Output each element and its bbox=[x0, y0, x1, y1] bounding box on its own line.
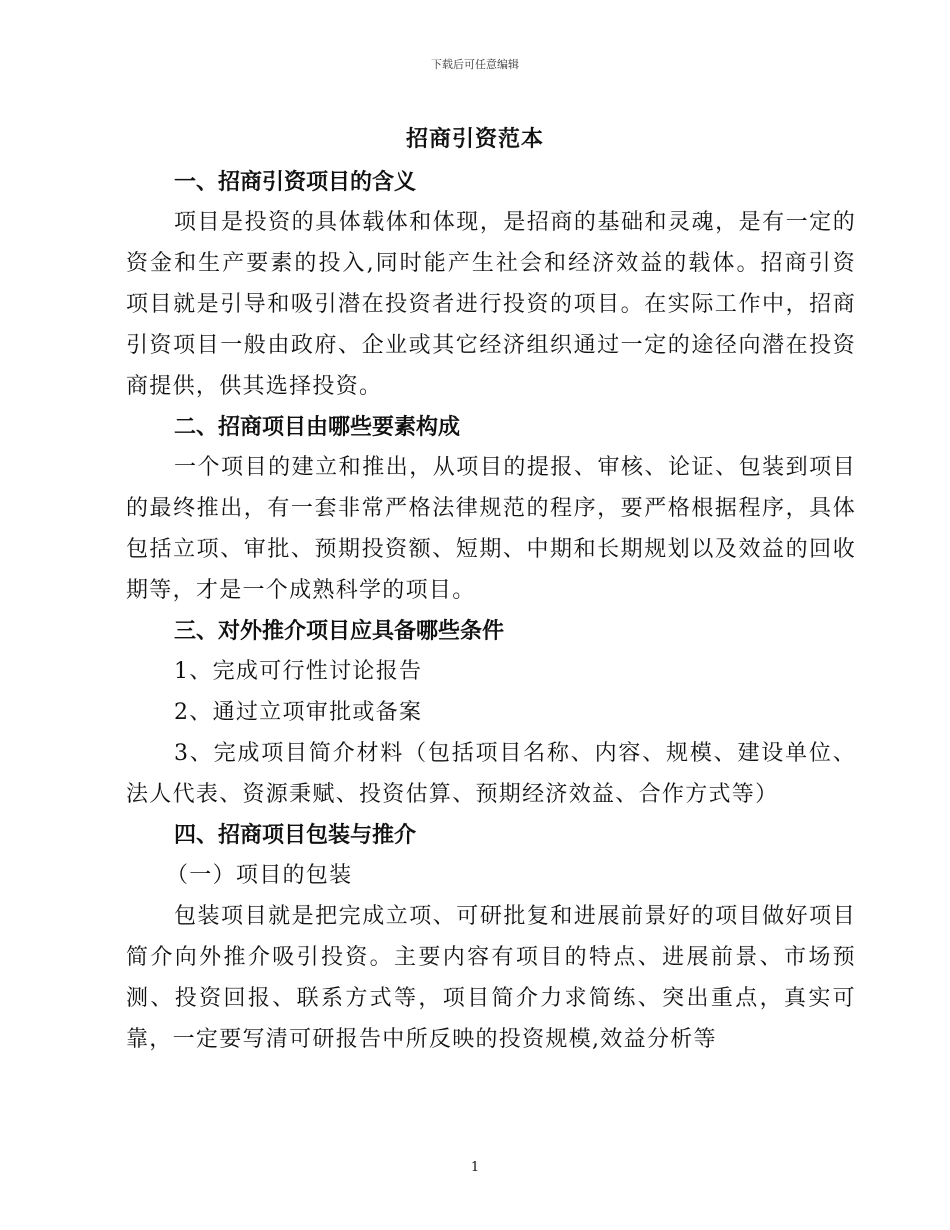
section-1-heading: 一、招商引资项目的含义 bbox=[174, 169, 417, 195]
section-3-heading: 三、对外推介项目应具备哪些条件 bbox=[174, 618, 505, 644]
section-4-subheading: （一）项目的包装 bbox=[166, 863, 353, 888]
document-body bbox=[126, 162, 856, 1060]
section-1-paragraph: 项目是投资的具体载体和体现，是招商的基础和灵魂，是有一定的资金和生产要素的投入,同时能产生社会和经济效益的载体。招商引资项目就是引导和吸引潜在投资者进行投资的项目。在实际工作中，招商引资项目一般由政府、企业或其它经济组织通过一定的途径向潜在投资商提供，供其选择投资。 bbox=[126, 210, 856, 399]
section-3-item-3: 3、完成项目简介材料（包括项目名称、内容、规模、建设单位、法人代表、资源秉赋、投资估算、预期经济效益、合作方式等） bbox=[126, 741, 856, 807]
section-2-paragraph: 一个项目的建立和推出，从项目的提报、审核、论证、包装到项目的最终推出，有一套非常严格法律规范的程序，要严格根据程序，具体包括立项、审批、预期投资额、短期、中期和长期规划以及效益的回收期等，才是一个成熟科学的项目。 bbox=[126, 455, 856, 603]
page-header-note: 下载后可任意编辑 bbox=[431, 58, 519, 71]
section-3-item-1: 1、完成可行性讨论报告 bbox=[174, 659, 423, 684]
section-4-paragraph: 包装项目就是把完成立项、可研批复和进展前景好的项目做好项目简介向外推介吸引投资。主要内容有项目的特点、进展前景、市场预测、投资回报、联系方式等，项目简介力求简练、突出重点，真实可靠，一定要写清可研报告中所反映的投资规模,效益分析等 bbox=[126, 904, 856, 1052]
section-2-heading: 二、招商项目由哪些要素构成 bbox=[174, 414, 461, 440]
section-3-item-2: 2、通过立项审批或备案 bbox=[174, 700, 423, 725]
document-title: 招商引资范本 bbox=[405, 126, 544, 152]
page-number: 1 bbox=[470, 1160, 480, 1175]
section-4-heading: 四、招商项目包装与推介 bbox=[174, 822, 417, 848]
